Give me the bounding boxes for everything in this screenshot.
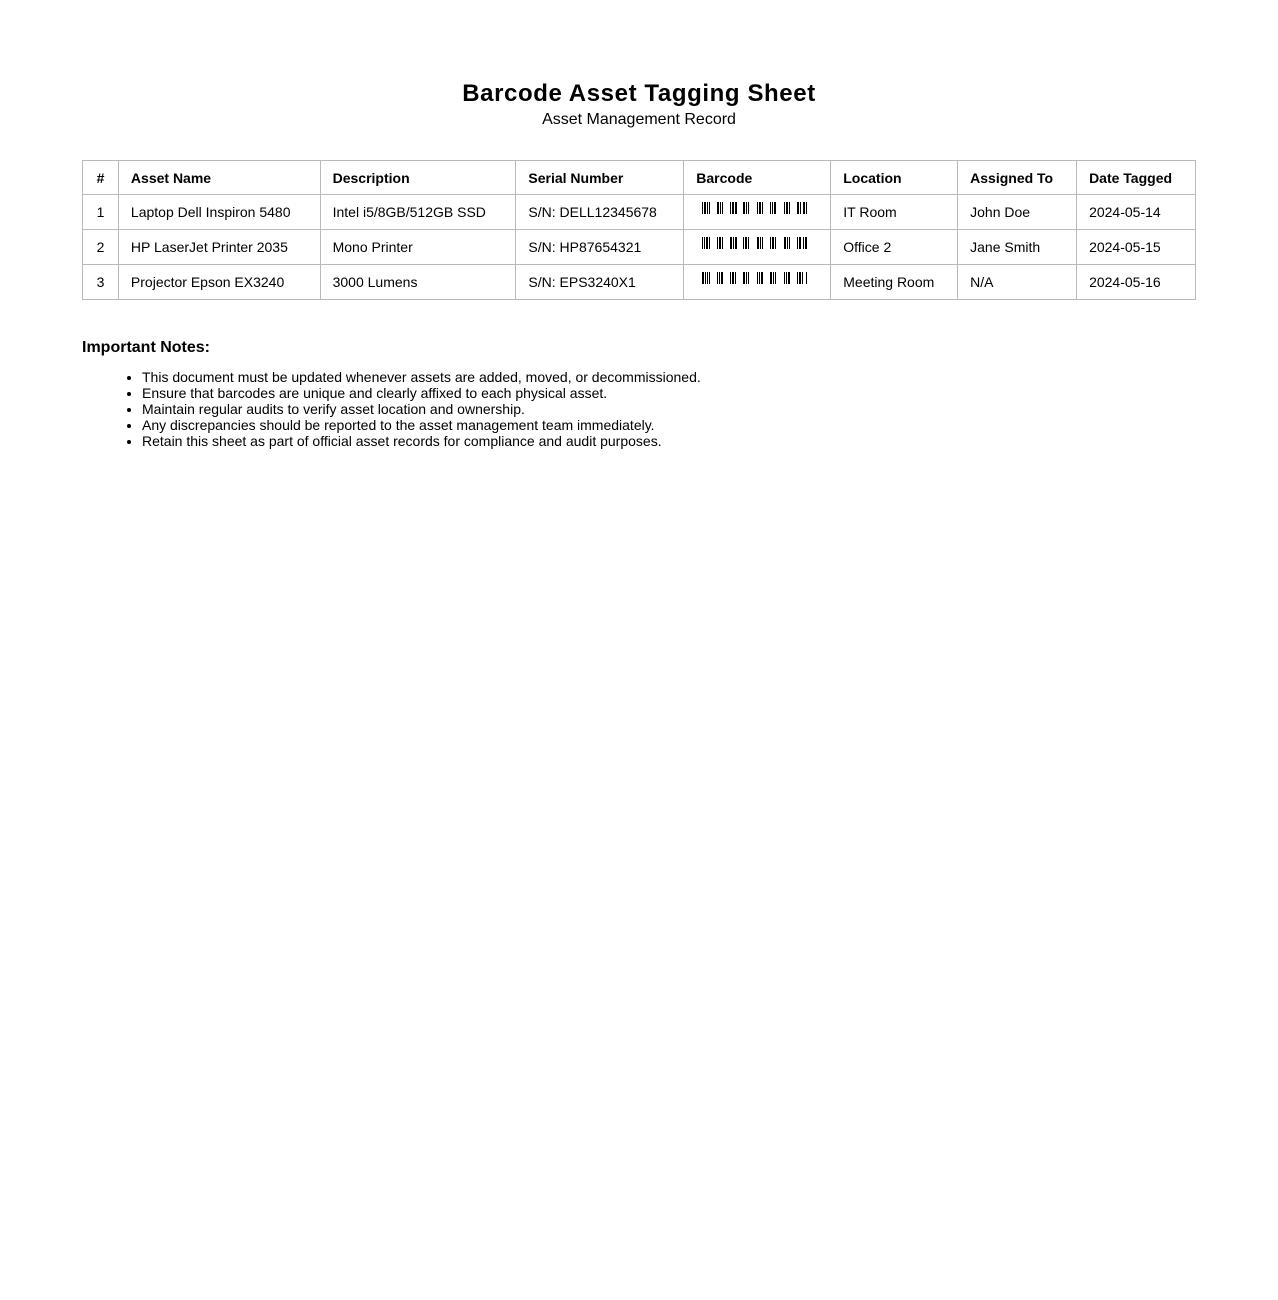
barcode-graphic — [702, 272, 808, 284]
barcode-image — [702, 200, 818, 224]
serial-number-cell: S/N: HP87654321 — [516, 230, 684, 265]
header-location: Location — [831, 161, 958, 195]
date-tagged-cell: 2024-05-15 — [1077, 230, 1196, 265]
header-asset-name: Asset Name — [118, 161, 320, 195]
assigned-to-cell: John Doe — [958, 195, 1077, 230]
location-cell: Meeting Room — [831, 265, 958, 300]
location-cell: IT Room — [831, 195, 958, 230]
page-subtitle: Asset Management Record — [542, 111, 736, 128]
header-description: Description — [320, 161, 516, 195]
asset-table — [82, 160, 1196, 300]
barcode-image — [702, 270, 818, 294]
notes-title: Important Notes: — [82, 339, 210, 356]
table-row — [83, 195, 1196, 230]
assigned-to-cell: Jane Smith — [958, 230, 1077, 265]
date-tagged-cell: 2024-05-14 — [1077, 195, 1196, 230]
asset-name-cell: HP LaserJet Printer 2035 — [118, 230, 320, 265]
row-number: 2 — [83, 230, 119, 265]
note-item: • Any discrepancies should be reported to the asset management team immediately. — [142, 417, 701, 433]
description-cell: 3000 Lumens — [320, 265, 516, 300]
row-number: 1 — [83, 195, 119, 230]
asset-name-cell: Laptop Dell Inspiron 5480 — [118, 195, 320, 230]
barcode-cell — [684, 265, 831, 300]
header-serial-number: Serial Number — [516, 161, 684, 195]
header-number: # — [83, 161, 119, 195]
header-assigned-to: Assigned To — [958, 161, 1077, 195]
barcode-image — [702, 235, 818, 259]
note-item: • This document must be updated whenever assets are added, moved, or decommissioned. — [142, 369, 701, 385]
serial-number-cell: S/N: DELL12345678 — [516, 195, 684, 230]
assigned-to-cell: N/A — [958, 265, 1077, 300]
header-date-tagged: Date Tagged — [1077, 161, 1196, 195]
table-row — [83, 265, 1196, 300]
table-header-row — [83, 161, 1196, 195]
date-tagged-cell: 2024-05-16 — [1077, 265, 1196, 300]
description-cell: Intel i5/8GB/512GB SSD — [320, 195, 516, 230]
row-number: 3 — [83, 265, 119, 300]
note-item: • Retain this sheet as part of official asset records for compliance and audit purposes. — [142, 433, 701, 449]
note-item: • Maintain regular audits to verify asset location and ownership. — [142, 401, 701, 417]
barcode-graphic — [702, 202, 808, 214]
asset-name-cell: Projector Epson EX3240 — [118, 265, 320, 300]
barcode-cell — [684, 195, 831, 230]
table-row — [83, 230, 1196, 265]
description-cell: Mono Printer — [320, 230, 516, 265]
barcode-graphic — [702, 237, 808, 249]
notes-list — [142, 369, 701, 449]
location-cell: Office 2 — [831, 230, 958, 265]
page-title: Barcode Asset Tagging Sheet — [462, 80, 816, 107]
header-barcode: Barcode — [684, 161, 831, 195]
serial-number-cell: S/N: EPS3240X1 — [516, 265, 684, 300]
barcode-cell — [684, 230, 831, 265]
note-item: • Ensure that barcodes are unique and clearly affixed to each physical asset. — [142, 385, 701, 401]
